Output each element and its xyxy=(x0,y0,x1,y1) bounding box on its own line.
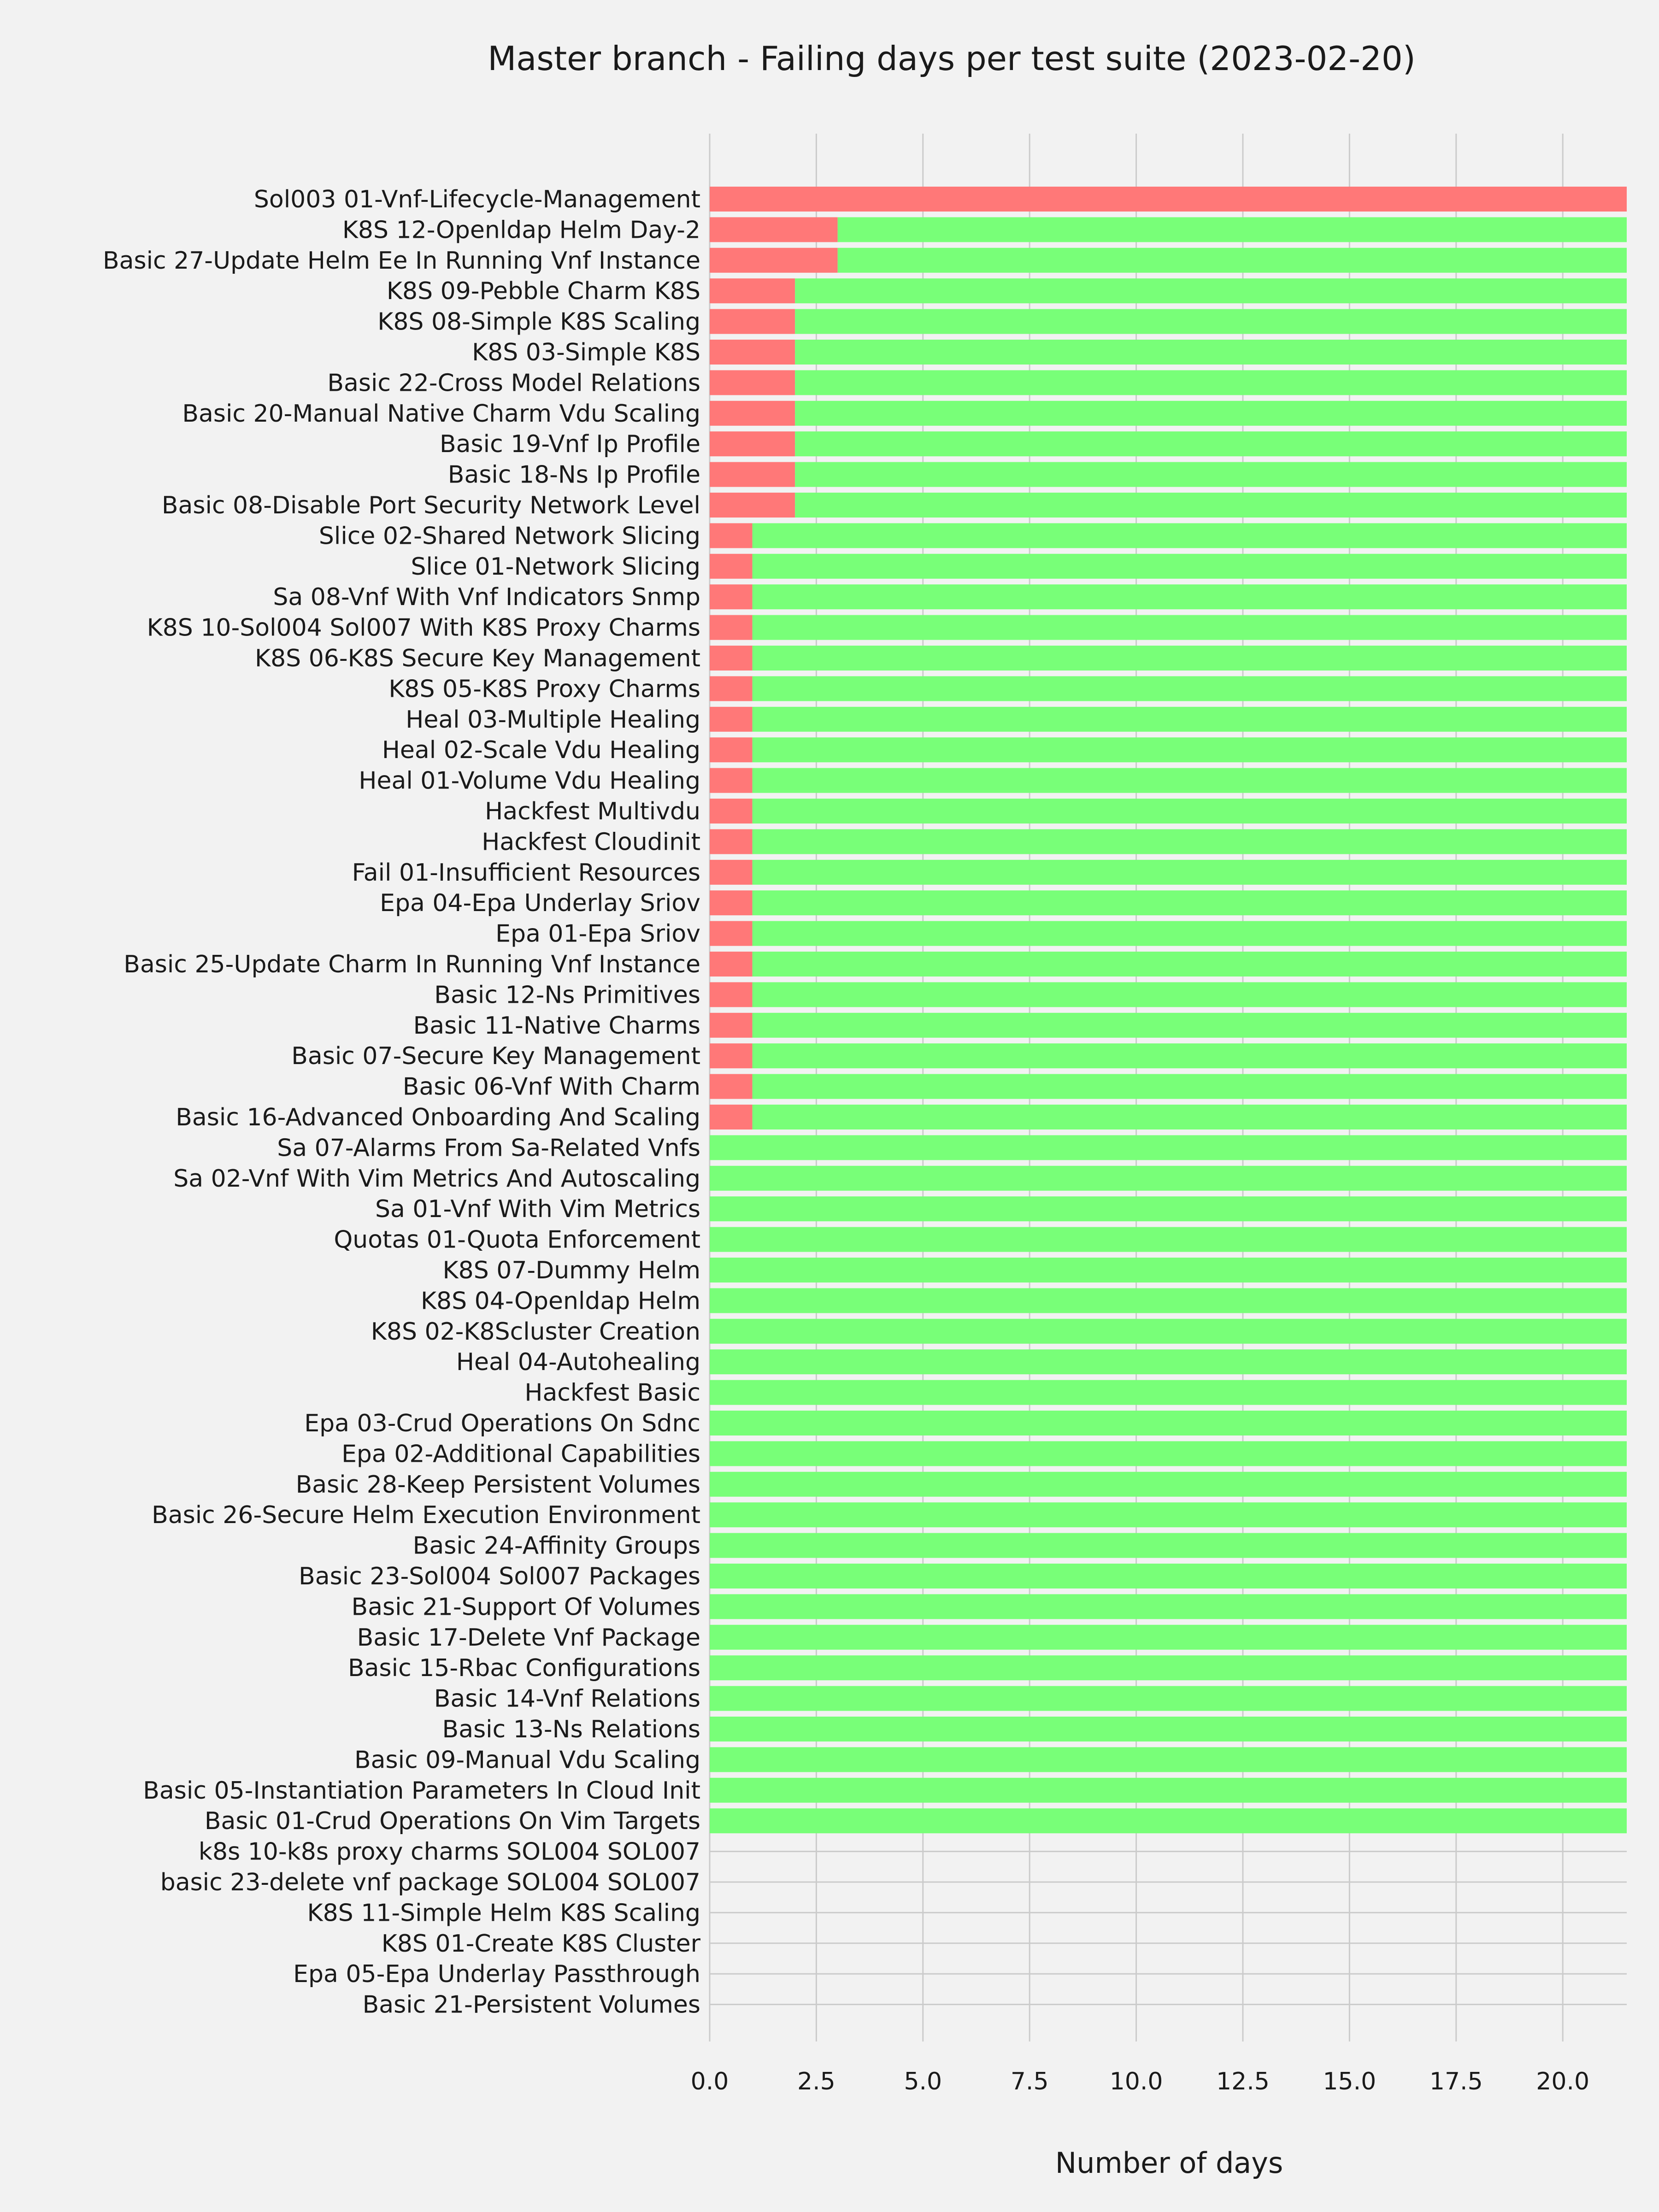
fail-bar xyxy=(710,676,753,701)
y-tick-label: Sa 08-Vnf With Vnf Indicators Snmp xyxy=(273,583,700,612)
fail-bar xyxy=(710,921,753,946)
y-tick-label: Heal 02-Scale Vdu Healing xyxy=(382,736,700,765)
pass-bar xyxy=(710,1288,1627,1313)
y-tick-label: k8s 10-k8s proxy charms SOL004 SOL007 xyxy=(198,1838,700,1866)
x-axis-label: Number of days xyxy=(1055,2146,1283,2180)
y-tick-label: K8S 05-K8S Proxy Charms xyxy=(388,675,700,703)
fail-bar xyxy=(710,737,753,762)
x-tick-label: 0.0 xyxy=(690,2068,729,2095)
y-tick-label: Sa 01-Vnf With Vim Metrics xyxy=(375,1195,700,1224)
fail-bar xyxy=(710,248,838,273)
y-tick-label: Heal 01-Volume Vdu Healing xyxy=(359,767,700,795)
fail-bar xyxy=(710,982,753,1007)
y-tick-label: Basic 25-Update Charm In Running Vnf Instance xyxy=(124,951,700,978)
x-tick-label: 7.5 xyxy=(1010,2068,1049,2095)
fail-bar xyxy=(710,799,753,824)
pass-bar xyxy=(710,1625,1627,1650)
pass-bar xyxy=(710,1717,1627,1741)
pass-bar xyxy=(710,1411,1627,1435)
fail-bar xyxy=(710,370,795,395)
y-tick-label: K8S 11-Simple Helm K8S Scaling xyxy=(307,1899,700,1927)
y-tick-label: Basic 14-Vnf Relations xyxy=(434,1685,700,1713)
y-tick-label: Basic 21-Support Of Volumes xyxy=(351,1593,700,1621)
fail-bar xyxy=(710,1013,753,1038)
pass-bar xyxy=(753,829,1627,854)
pass-bar xyxy=(753,646,1627,671)
pass-bar xyxy=(710,1594,1627,1619)
pass-bar xyxy=(753,676,1627,701)
y-tick-label: Hackfest Basic xyxy=(524,1379,700,1407)
pass-bar xyxy=(753,737,1627,762)
y-tick-label: Basic 28-Keep Persistent Volumes xyxy=(295,1471,700,1499)
pass-bar xyxy=(795,462,1627,487)
pass-bar xyxy=(710,1319,1627,1344)
y-tick-label: Basic 07-Secure Key Management xyxy=(291,1042,700,1071)
y-tick-label: Hackfest Multivdu xyxy=(485,798,700,825)
pass-bar xyxy=(795,431,1627,456)
y-tick-label: Sa 02-Vnf With Vim Metrics And Autoscaling xyxy=(173,1165,700,1193)
fail-bar xyxy=(710,707,753,732)
y-tick-label: K8S 02-K8Scluster Creation xyxy=(371,1318,700,1346)
y-tick-label: K8S 10-Sol004 Sol007 With K8S Proxy Charms xyxy=(147,614,700,642)
y-tick-label: Fail 01-Insufficient Resources xyxy=(352,859,700,887)
y-tick-label: K8S 06-K8S Secure Key Management xyxy=(254,645,700,672)
pass-bar xyxy=(710,1166,1627,1191)
y-tick-label: Basic 20-Manual Native Charm Vdu Scaling xyxy=(182,400,700,428)
fail-bar xyxy=(710,890,753,915)
x-tick-label: 17.5 xyxy=(1429,2068,1483,2095)
x-tick-label: 5.0 xyxy=(904,2068,942,2095)
y-tick-label: Basic 24-Affinity Groups xyxy=(412,1532,700,1560)
y-tick-label: K8S 04-Openldap Helm xyxy=(420,1287,700,1315)
y-tick-label: Basic 15-Rbac Configurations xyxy=(348,1654,700,1683)
y-tick-label: Hackfest Cloudinit xyxy=(482,828,700,856)
y-tick-label: Basic 08-Disable Port Security Network Level xyxy=(161,492,700,519)
y-tick-label: Epa 02-Additional Capabilities xyxy=(341,1440,700,1468)
y-tick-label: Basic 23-Sol004 Sol007 Packages xyxy=(299,1563,700,1590)
y-tick-label: Epa 03-Crud Operations On Sdnc xyxy=(304,1410,700,1437)
pass-bar xyxy=(753,1105,1627,1130)
y-tick-label: Basic 26-Secure Helm Execution Environment xyxy=(152,1501,700,1530)
y-tick-label: Basic 17-Delete Vnf Package xyxy=(357,1624,700,1652)
y-tick-label: Epa 01-Epa Sriov xyxy=(495,920,700,948)
fail-bar xyxy=(710,584,753,609)
pass-bar xyxy=(710,1441,1627,1466)
pass-bar xyxy=(710,1196,1627,1221)
y-tick-label: K8S 01-Create K8S Cluster xyxy=(381,1930,700,1958)
y-tick-label: Basic 19-Vnf Ip Profile xyxy=(439,430,700,459)
y-tick-label: Basic 05-Instantiation Parameters In Cloud Init xyxy=(143,1777,700,1805)
pass-bar xyxy=(795,340,1627,365)
y-tick-label: Basic 16-Advanced Onboarding And Scaling xyxy=(176,1104,700,1131)
pass-bar xyxy=(710,1533,1627,1558)
x-tick-label: 12.5 xyxy=(1216,2068,1270,2095)
y-tick-label: basic 23-delete vnf package SOL004 SOL007 xyxy=(160,1869,700,1896)
y-tick-label: Heal 03-Multiple Healing xyxy=(406,706,700,734)
pass-bar xyxy=(710,1472,1627,1497)
pass-bar xyxy=(795,309,1627,334)
fail-bar xyxy=(710,493,795,518)
pass-bar xyxy=(710,1227,1627,1252)
pass-bar xyxy=(753,921,1627,946)
fail-bar xyxy=(710,278,795,303)
y-tick-label: Epa 04-Epa Underlay Sriov xyxy=(380,889,700,918)
y-tick-label: Slice 02-Shared Network Slicing xyxy=(318,522,700,550)
pass-bar xyxy=(838,217,1627,242)
pass-bar xyxy=(753,1013,1627,1038)
fail-bar xyxy=(710,340,795,365)
pass-bar xyxy=(795,401,1627,426)
y-tick-label: Sol003 01-Vnf-Lifecycle-Management xyxy=(253,186,700,213)
x-tick-label: 10.0 xyxy=(1109,2068,1163,2095)
pass-bar xyxy=(753,554,1627,579)
x-tick-label: 2.5 xyxy=(797,2068,835,2095)
fail-bar xyxy=(710,829,753,854)
y-tick-label: Basic 12-Ns Primitives xyxy=(434,981,700,1009)
fail-bar xyxy=(710,309,795,334)
pass-bar xyxy=(710,1747,1627,1772)
fail-bar xyxy=(710,646,753,671)
fail-bar xyxy=(710,431,795,456)
y-tick-label: Epa 05-Epa Underlay Passthrough xyxy=(293,1960,700,1988)
pass-bar xyxy=(753,1043,1627,1068)
pass-bar xyxy=(795,370,1627,395)
pass-bar xyxy=(710,1349,1627,1374)
pass-bar xyxy=(710,1502,1627,1527)
fail-bar xyxy=(710,768,753,793)
pass-bar xyxy=(753,1074,1627,1099)
y-tick-label: K8S 03-Simple K8S xyxy=(472,339,700,366)
y-tick-label: Basic 09-Manual Vdu Scaling xyxy=(354,1746,700,1774)
chart-title: Master branch - Failing days per test suite (2023-02-20) xyxy=(488,39,1416,78)
x-tick-labels xyxy=(691,2068,1589,2095)
pass-bar xyxy=(753,584,1627,609)
pass-bar xyxy=(710,1258,1627,1282)
pass-bar xyxy=(838,248,1627,273)
fail-bar xyxy=(710,952,753,977)
pass-bar xyxy=(753,615,1627,640)
fail-bar xyxy=(710,1074,753,1099)
fail-bar xyxy=(710,217,838,242)
fail-bar xyxy=(710,554,753,579)
fail-bar xyxy=(710,187,1627,212)
y-tick-label: K8S 08-Simple K8S Scaling xyxy=(377,308,700,336)
y-tick-label: Basic 22-Cross Model Relations xyxy=(327,369,700,397)
pass-bar xyxy=(753,982,1627,1007)
y-tick-label: Basic 01-Crud Operations On Vim Targets xyxy=(204,1807,700,1835)
y-tick-label: Basic 06-Vnf With Charm xyxy=(402,1073,700,1101)
pass-bar xyxy=(710,1808,1627,1833)
pass-bar xyxy=(753,768,1627,793)
pass-bar xyxy=(710,1655,1627,1680)
pass-bar xyxy=(710,1686,1627,1711)
x-tick-label: 15.0 xyxy=(1323,2068,1377,2095)
pass-bar xyxy=(753,707,1627,732)
pass-bar xyxy=(795,278,1627,303)
fail-bar xyxy=(710,860,753,885)
fail-bar xyxy=(710,1105,753,1130)
pass-bar xyxy=(710,1778,1627,1803)
pass-bar xyxy=(710,1380,1627,1405)
pass-bar xyxy=(753,860,1627,885)
y-tick-label: Basic 11-Native Charms xyxy=(413,1012,700,1040)
y-tick-label: K8S 12-Openldap Helm Day-2 xyxy=(342,216,700,244)
y-tick-label: Basic 13-Ns Relations xyxy=(442,1716,700,1743)
pass-bar xyxy=(710,1135,1627,1160)
y-tick-label: Basic 18-Ns Ip Profile xyxy=(447,461,700,489)
y-tick-label: K8S 07-Dummy Helm xyxy=(442,1257,700,1284)
fail-bar xyxy=(710,462,795,487)
pass-bar xyxy=(795,493,1627,518)
fail-bar xyxy=(710,615,753,640)
fail-bar xyxy=(710,401,795,426)
y-tick-label: Slice 01-Network Slicing xyxy=(411,553,700,581)
pass-bar xyxy=(753,523,1627,548)
x-tick-label: 20.0 xyxy=(1536,2068,1590,2095)
y-tick-label: Basic 27-Update Helm Ee In Running Vnf Instance xyxy=(102,247,700,275)
fail-bar xyxy=(710,523,753,548)
pass-bar xyxy=(753,799,1627,824)
y-tick-label: Sa 07-Alarms From Sa-Related Vnfs xyxy=(277,1134,700,1162)
fail-bar xyxy=(710,1043,753,1068)
y-tick-label: Quotas 01-Quota Enforcement xyxy=(334,1226,700,1254)
y-tick-label: Heal 04-Autohealing xyxy=(456,1348,700,1377)
y-tick-label: K8S 09-Pebble Charm K8S xyxy=(386,277,700,306)
pass-bar xyxy=(753,890,1627,915)
pass-bar xyxy=(753,952,1627,977)
y-tick-label: Basic 21-Persistent Volumes xyxy=(362,1991,700,2019)
pass-bar xyxy=(710,1564,1627,1588)
